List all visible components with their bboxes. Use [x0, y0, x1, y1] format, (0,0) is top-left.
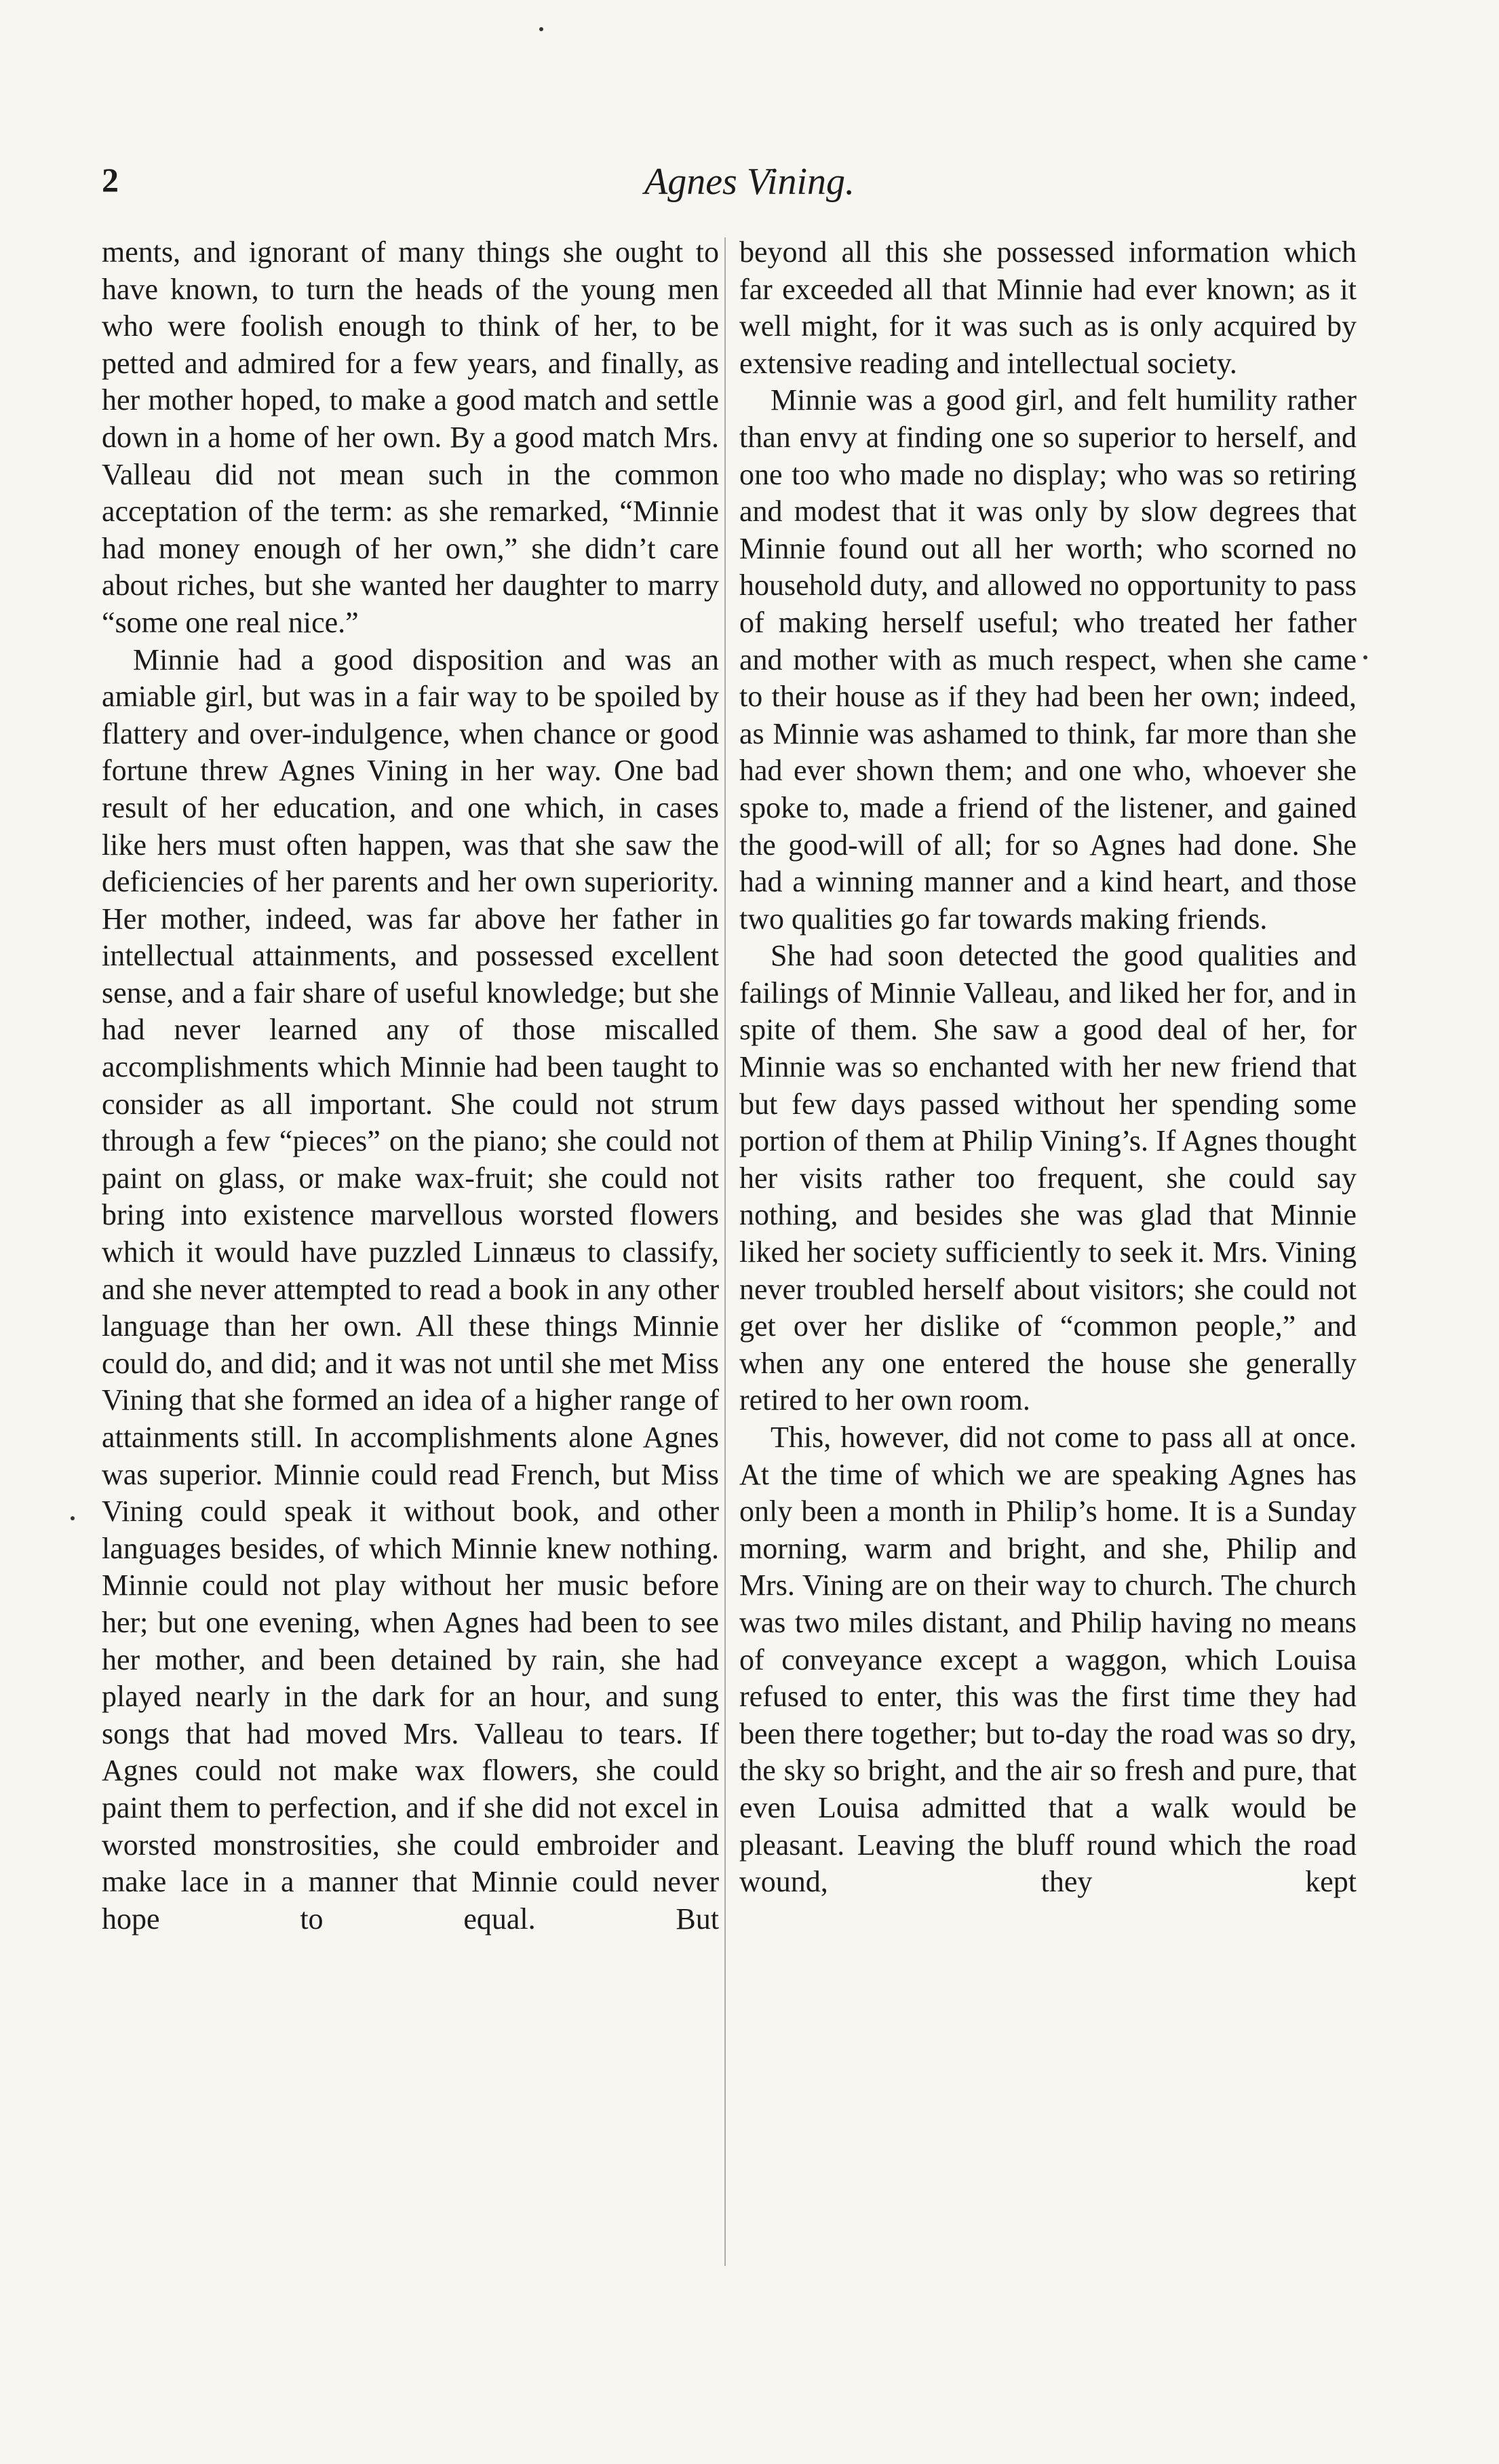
print-speck	[539, 27, 543, 31]
column-divider	[724, 237, 726, 2266]
paragraph: Minnie had a good disposition and was an amiable girl, but was in a fair way to be spoiled by flattery and over-indulgence, when chance or good fortune threw Agnes Vining in her way. One bad result of her education, and one which, in cases like hers must often happen, was that she saw the deficiencies of her parents and her own superiority. Her mother, indeed, was far above her father in intellectual attainments, and possessed excellent sense, and a fair share of useful knowledge; but she had never learned any of those miscalled accomplishments which Minnie had been taught to consider as all important. She could not strum through a few “pieces” on the piano; she could not paint on glass, or make wax-fruit; she could not bring into existence marvellous worsted flowers which it would have puzzled Linnæus to classify, and she never attempted to read a book in any other language than her own. All these things Minnie could do, and did; and it was not until she met Miss Vining that she formed an idea of a higher range of attainments still. In accomplishments alone Agnes was superior. Minnie could read French, but Miss Vining could speak it without book, and other languages besides, of which Minnie knew nothing. Minnie could not play without her music before her; but one evening, when Agnes had been to see her mother, and been detained by rain, she had played nearly in the dark for an hour, and sung songs that had moved Mrs. Valleau to tears. If Agnes could not make wax flowers, she could paint them to perfection, and if she did not excel in worsted monstrosities, she could embroider and make lace in a manner that Minnie could never hope to equal. But	[102, 642, 719, 1936]
right-column	[739, 234, 1357, 1901]
paragraph: Minnie was a good girl, and felt humility rather than envy at finding one so superior to herself, and one too who made no display; who was so retiring and modest that it was only by slow degrees that Minnie found out all her worth; who scorned no household duty, and allowed no opportunity to pass of making herself useful; who treated her father and mother with as much respect, when she came to their house as if they had been her own; indeed, as Minnie was ashamed to think, far more than she had ever shown them; and one who, whoever she spoke to, made a friend of the listener, and gained the good-will of all; for so Agnes had done. She had a winning manner and a kind heart, and those two qualities go far towards making friends.	[739, 383, 1357, 936]
page-header	[102, 160, 1397, 214]
paragraph: beyond all this she possessed information which far exceeded all that Minnie had ever known; as it well might, for it was such as is only acquired by extensive reading and intellectual society.	[739, 235, 1357, 380]
running-title: Agnes Vining.	[644, 161, 855, 203]
paragraph: This, however, did not come to pass all at once. At the time of which we are speaking Agnes has only been a month in Philip’s home. It is a Sunday morning, warm and bright, and she, Philip and Mrs. Vining are on their way to church. The church was two miles distant, and Philip having no means of conveyance except a waggon, which Louisa refused to enter, this was the first time they had been there together; but to-day the road was so dry, the sky so bright, and the air so fresh and pure, that even Louisa admitted that a walk would be pleasant. Leaving the bluff round which the road wound, they kept	[739, 1421, 1357, 1899]
left-column	[102, 234, 719, 1938]
print-speck	[1363, 655, 1367, 659]
page-number: 2	[102, 161, 119, 199]
paragraph: ments, and ignorant of many things she ought to have known, to turn the heads of the young men who were foolish enough to think of her, to be petted and admired for a few years, and finally, as her mother hoped, to make a good match and settle down in a home of her own. By a good match Mrs. Valleau did not mean such in the common acceptation of the term: as she remarked, “Minnie had money enough of her own,” she didn’t care about riches, but she wanted her daughter to marry “some one real nice.”	[102, 235, 719, 639]
print-speck	[71, 1516, 75, 1520]
paragraph: She had soon detected the good qualities and failings of Minnie Valleau, and liked her for, and in spite of them. She saw a good deal of her, for Minnie was so enchanted with her new friend that but few days passed without her spending some portion of them at Philip Vining’s. If Agnes thought her visits rather too frequent, she could say nothing, and besides she was glad that Minnie liked her society sufficiently to seek it. Mrs. Vining never troubled herself about visitors; she could not get over her dislike of “common people,” and when any one entered the house she generally retired to her own room.	[739, 939, 1357, 1417]
